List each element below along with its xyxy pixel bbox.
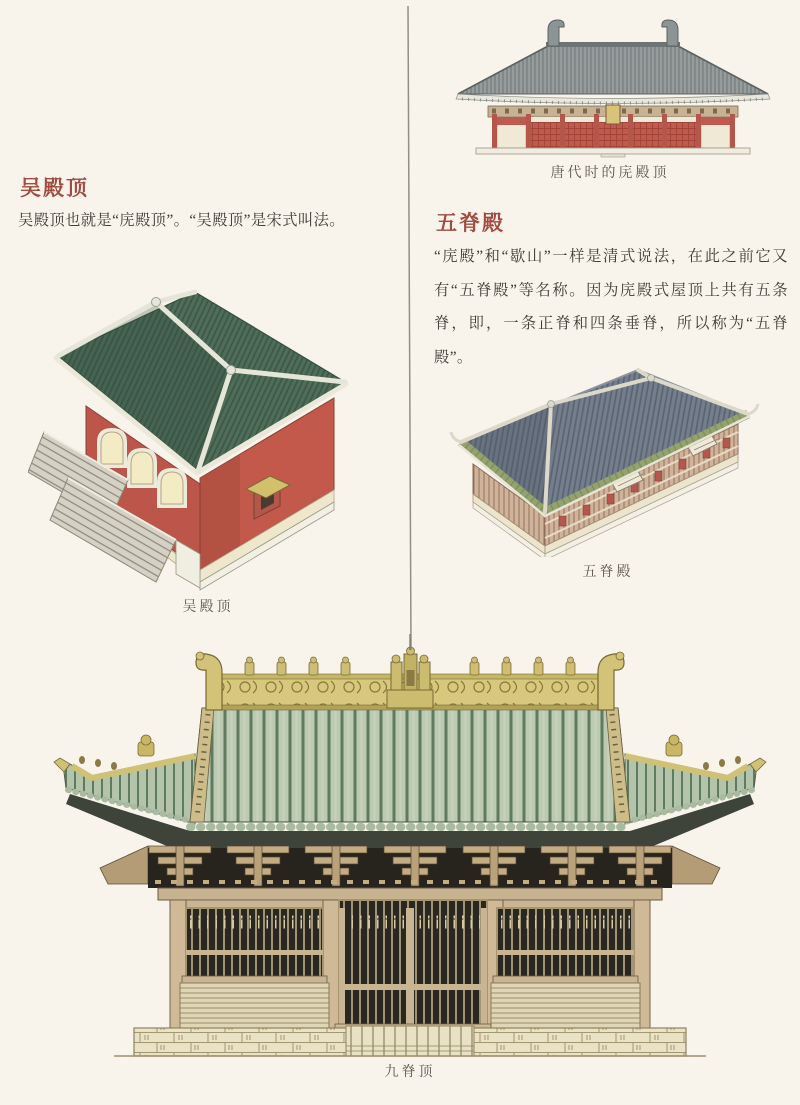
tang-hall-illustration (430, 8, 790, 158)
jj-dougong-band (100, 846, 720, 900)
paragraph-wudianding: 吴殿顶也就是“庑殿顶”。“吴殿顶”是宋式叫法。 (18, 212, 345, 229)
jj-window-left (180, 908, 329, 1028)
heading-wudianding: 吴殿顶 (20, 176, 89, 200)
jj-roof-wing-left (54, 735, 195, 824)
figure-tang-hall (430, 8, 790, 182)
jj-main-ridge (196, 634, 624, 710)
jj-wall (170, 900, 650, 1032)
jj-platform (114, 1026, 706, 1056)
paragraph-wujidian: “庑殿”和“歇山”一样是清式说法，在此之前它又有“五脊殿”等名称。因为庑殿式屋顶上共有五条脊，即，一条正脊和四条垂脊，所以称为“五脊殿”。 (434, 248, 788, 366)
caption-jiujiding: 九脊顶 (384, 1065, 436, 1080)
wujidian-illustration (433, 362, 783, 557)
wudianding-illustration (28, 282, 388, 592)
jj-lintel (158, 888, 662, 900)
tang-plaque (606, 105, 620, 124)
figure-wujidian (433, 362, 783, 581)
jj-center-stairs (346, 1026, 474, 1056)
jj-plinth-left (180, 983, 329, 1028)
caption-wujidian: 五脊殿 (582, 565, 634, 580)
jj-window-right (491, 908, 640, 1028)
tang-roof (456, 20, 770, 104)
jj-plinth-right (491, 983, 640, 1028)
figure-wudianding (28, 282, 388, 616)
heading-wujidian: 五脊殿 (436, 211, 505, 235)
figure-jiujiding (30, 632, 790, 1081)
tang-main-ridge (546, 42, 680, 47)
jj-chiwen-left (196, 654, 222, 710)
caption-wudianding: 吴殿顶 (182, 600, 234, 615)
tang-platform (476, 148, 750, 157)
jj-chiwen-right (598, 654, 624, 710)
caption-tang-hall: 唐代时的庑殿顶 (550, 166, 670, 181)
jiujiding-illustration (30, 632, 790, 1057)
jj-central-ornament (387, 634, 433, 708)
tang-eave-edge (456, 94, 770, 104)
jj-upper-roof (190, 708, 630, 833)
jj-roof-wing-right (625, 735, 766, 824)
jj-door-center (335, 900, 491, 1032)
